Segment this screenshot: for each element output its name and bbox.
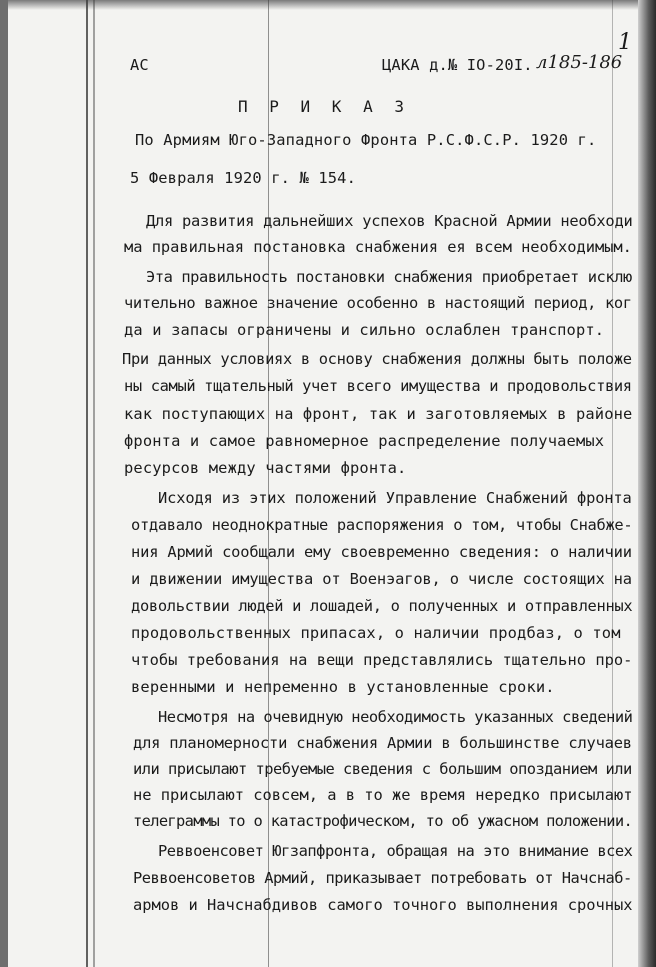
body-line: чтобы требования на вещи представлялись тщательно про- — [131, 651, 633, 669]
body-line: да и запасы ограничены и сильно ослаблен транспорт. — [124, 321, 605, 339]
archive-reference: ЦАКА д.№ IO-20I. — [382, 56, 533, 74]
document-subtitle: По Армиям Юго-Западного Фронта Р.С.Ф.С.Р. 1920 г. — [135, 131, 597, 149]
page-fold-line — [86, 0, 88, 967]
body-line: довольствии людей и лошадей, о полученных и отправленных — [131, 597, 633, 615]
body-line: Эта правильность постановки снабжения приобретает исклю — [146, 268, 632, 286]
body-line: ма правильная постановка снабжения ея всем необходимым. — [124, 238, 632, 256]
body-line: веренными и непременно в установленные сроки. — [131, 678, 555, 696]
body-line: фронта и самое равномерное распределение получаемых — [124, 432, 605, 450]
document-date-line: 5 Февраля 1920 г. № 154. — [130, 169, 356, 187]
body-line: как поступающих на фронт, так и заготовляемых в районе — [124, 405, 633, 423]
body-line: телеграммы то о катастрофическом, то об ужасном положении. — [133, 812, 633, 830]
scan-edge-right — [638, 0, 656, 967]
folio-handwritten: л185-186 — [536, 52, 623, 73]
body-line: чительно важное значение особенно в настоящий период, ког — [124, 294, 632, 312]
body-line: не присылают совсем, а в то же время нередко присылают — [133, 786, 633, 804]
body-line: Несмотря на очевидную необходимость указанных сведений — [158, 708, 633, 726]
page-number-handwritten: 1 — [618, 30, 632, 55]
body-line: продовольственных припасах, о наличии продбаз, о том — [131, 624, 621, 642]
scan-edge-top — [0, 0, 656, 10]
body-line: ны самый тщательный учет всего имущества и продовольствия — [124, 377, 632, 395]
body-line: ресурсов между частями фронта. — [124, 459, 407, 477]
header-left-code: АС — [130, 56, 149, 74]
body-line: для планомерности снабжения Армии в большинстве случаев — [133, 734, 632, 752]
body-line: Реввоенсовет Югзапфронта, обращая на это внимание всех — [158, 842, 633, 860]
scan-edge-left — [0, 0, 8, 967]
body-line: При данных условиях в основу снабжения должны быть положе — [122, 350, 632, 368]
body-line: ния Армий сообщали ему своевременно сведения: о наличии — [131, 543, 632, 561]
body-line: Для развития дальнейших успехов Красной Армии необходи — [146, 212, 633, 230]
body-line: и движении имущества от Военэагов, о числе состоящих на — [131, 570, 632, 588]
body-line: Реввоенсоветов Армий, приказывает потребовать от Начснаб- — [133, 869, 632, 887]
page-fold-line — [93, 0, 95, 967]
body-line: или присылают требуемые сведения с большим опозданием или — [133, 760, 632, 778]
body-line: Исходя из этих положений Управление Снабжений фронта — [158, 489, 632, 507]
document-title: П Р И К А З — [238, 97, 410, 116]
body-line: отдавало неоднократные распоряжения о том, чтобы Снабже- — [131, 516, 633, 534]
body-line: армов и Начснабдивов самого точного выполнения срочных — [133, 896, 633, 914]
